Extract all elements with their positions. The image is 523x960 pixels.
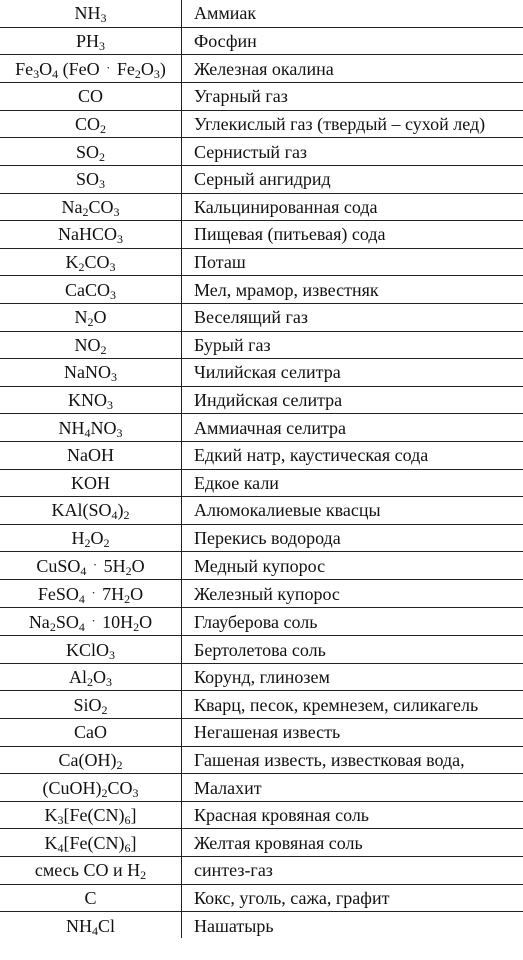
substance-name-cell: Нашатырь <box>182 912 523 940</box>
formula-cell <box>0 912 182 940</box>
substance-name-cell: Веселящий газ <box>182 303 523 331</box>
table-row <box>0 27 523 55</box>
formula-cell <box>0 524 182 552</box>
formula-text: O <box>90 527 104 548</box>
formula-subscript: 2 <box>49 620 56 635</box>
formula-subscript: 2 <box>103 535 110 550</box>
formula-text: KClO <box>65 639 109 660</box>
formula-text: CO <box>107 777 133 798</box>
substance-name-cell: Глауберова соль <box>182 608 523 636</box>
formula-text: [Fe(CN) <box>63 805 125 826</box>
table-row <box>0 857 523 885</box>
formula-cell <box>0 221 182 249</box>
substance-name-cell: Мел, мрамор, известняк <box>182 276 523 304</box>
formula-text: ) <box>159 59 166 80</box>
formula-text: O <box>139 612 153 633</box>
formula-text: O <box>39 59 53 80</box>
formula-cell <box>0 110 182 138</box>
substance-name-cell: Железная окалина <box>182 55 523 83</box>
substance-name-cell: Перекись водорода <box>182 524 523 552</box>
substance-name-cell: Красная кровяная соль <box>182 801 523 829</box>
formula-text: O <box>131 556 145 577</box>
formula-cell <box>0 386 182 414</box>
formula-cell <box>0 552 182 580</box>
substance-name-cell: Негашеная известь <box>182 719 523 747</box>
substance-name-cell: Серный ангидрид <box>182 165 523 193</box>
substance-name-cell: синтез-газ <box>182 857 523 885</box>
table-row <box>0 110 523 138</box>
formula-subscript: 2 <box>87 675 93 690</box>
formula-cell <box>0 884 182 912</box>
formula-text: CO <box>74 114 100 135</box>
table-row <box>0 691 523 719</box>
substance-name-cell: Бурый газ <box>182 331 523 359</box>
formula-cell <box>0 165 182 193</box>
formula-subscript: 2 <box>78 260 85 275</box>
formula-cell <box>0 414 182 442</box>
substance-name-cell: Поташ <box>182 248 523 276</box>
formula-cell <box>0 27 182 55</box>
formula-cell <box>0 331 182 359</box>
formula-subscript: 3 <box>110 287 116 302</box>
table-row <box>0 138 523 166</box>
formula-text: NaNO <box>64 362 111 383</box>
table-row <box>0 248 523 276</box>
formula-text: (FeO <box>58 59 105 80</box>
table-row <box>0 636 523 664</box>
substance-name-cell: Индийская селитра <box>182 386 523 414</box>
table-row <box>0 83 523 111</box>
formula-cell <box>0 359 182 387</box>
table-row <box>0 608 523 636</box>
formula-subscript: 3 <box>99 177 105 192</box>
formula-subscript: 3 <box>153 67 160 82</box>
formula-subscript: 3 <box>109 647 115 662</box>
page-bottom-margin <box>0 938 523 960</box>
formula-text: KNO <box>68 390 107 411</box>
formula-cell <box>0 719 182 747</box>
formula-subscript: 3 <box>116 425 123 440</box>
formula-text: K <box>44 832 58 853</box>
table-row <box>0 441 523 469</box>
formula-text: O <box>93 667 106 688</box>
formula-subscript: 2 <box>134 67 141 82</box>
formula-text: CaCO <box>65 279 110 300</box>
formula-cell <box>0 580 182 608</box>
formula-subscript: 2 <box>133 620 140 635</box>
formula-text: N <box>74 307 88 328</box>
formula-subscript: 3 <box>100 11 107 26</box>
table-row <box>0 829 523 857</box>
formula-text: 5H <box>99 556 126 577</box>
substance-name-cell: Гашеная известь, известковая вода, <box>182 746 523 774</box>
table-row <box>0 414 523 442</box>
table-row <box>0 276 523 304</box>
table-row <box>0 55 523 83</box>
formula-text: ] <box>130 805 137 826</box>
formula-cell <box>0 441 182 469</box>
formula-cell <box>0 608 182 636</box>
formula-cell <box>0 138 182 166</box>
formula-subscript: 2 <box>82 204 89 219</box>
formula-cell <box>0 248 182 276</box>
formula-cell <box>0 469 182 497</box>
formula-subscript: 2 <box>100 122 106 137</box>
formula-text: NaHCO <box>58 224 117 245</box>
table-row <box>0 774 523 802</box>
formula-text: NO <box>90 417 117 438</box>
substance-name-cell: Железный купорос <box>182 580 523 608</box>
formula-text: H <box>71 527 85 548</box>
formula-text: KAl(SO <box>51 500 112 521</box>
formula-subscript: 3 <box>113 204 120 219</box>
formula-text: Ca(OH) <box>58 749 117 770</box>
table-row <box>0 386 523 414</box>
formula-text: CO <box>77 86 103 107</box>
formula-subscript: 2 <box>124 592 131 607</box>
table-row <box>0 193 523 221</box>
formula-text: Na <box>61 196 83 217</box>
formula-text: C <box>84 887 97 908</box>
formula-text: O <box>130 584 144 605</box>
formula-subscript: 6 <box>124 840 131 855</box>
formula-text: Na <box>28 612 50 633</box>
formula-subscript: 2 <box>101 702 108 717</box>
table-row <box>0 801 523 829</box>
formula-subscript: 4 <box>78 592 85 607</box>
formula-subscript: 4 <box>111 508 118 523</box>
formula-cell <box>0 801 182 829</box>
formula-subscript: 4 <box>91 923 98 938</box>
table-row <box>0 359 523 387</box>
formula-cell <box>0 691 182 719</box>
substance-name-cell: Пищевая (питьевая) сода <box>182 221 523 249</box>
formula-subscript: 2 <box>125 564 132 579</box>
formula-subscript: 2 <box>99 149 105 164</box>
formula-subscript: 3 <box>109 260 116 275</box>
formula-subscript: 4 <box>52 67 59 82</box>
formula-text: KOH <box>71 472 110 493</box>
formula-subscript: 3 <box>57 813 64 828</box>
formula-text: NaOH <box>67 445 114 466</box>
substance-name-cell: Едкое кали <box>182 469 523 497</box>
formula-text: NH <box>74 3 101 24</box>
formula-subscript: 3 <box>33 67 40 82</box>
substance-name-cell: Корунд, глинозем <box>182 663 523 691</box>
table-row <box>0 165 523 193</box>
formula-subscript: 4 <box>84 425 91 440</box>
substance-name-cell: Углекислый газ (твердый – сухой лед) <box>182 110 523 138</box>
formula-text: NO <box>74 334 101 355</box>
formula-text: Fe <box>112 59 135 80</box>
formula-text: K <box>44 805 58 826</box>
formula-text: CO <box>84 252 110 273</box>
formula-dot: · <box>106 60 111 76</box>
formula-subscript: 2 <box>87 315 94 330</box>
table-row <box>0 524 523 552</box>
formula-text: ) <box>117 500 124 521</box>
formula-cell <box>0 636 182 664</box>
formula-text: Al <box>69 667 87 688</box>
substance-name-cell: Чилийская селитра <box>182 359 523 387</box>
formula-cell <box>0 663 182 691</box>
formula-text: NH <box>58 417 85 438</box>
table-row <box>0 331 523 359</box>
table-row <box>0 912 523 940</box>
formula-text: (CuOH) <box>42 777 102 798</box>
formula-subscript: 3 <box>132 785 139 800</box>
formula-cell <box>0 0 182 27</box>
formula-cell <box>0 746 182 774</box>
table-row <box>0 497 523 525</box>
formula-cell <box>0 55 182 83</box>
substance-name-cell: Аммиак <box>182 0 523 27</box>
substance-name-cell: Медный купорос <box>182 552 523 580</box>
formula-dot: · <box>91 613 96 629</box>
table-row <box>0 221 523 249</box>
substance-name-cell: Кальцинированная сода <box>182 193 523 221</box>
formula-text: PH <box>75 30 99 51</box>
formula-text: 7H <box>97 584 125 605</box>
formula-cell <box>0 497 182 525</box>
formula-dot: · <box>92 557 98 573</box>
formula-text: SiO <box>73 694 102 715</box>
substance-name-cell: Аммиачная селитра <box>182 414 523 442</box>
formula-cell <box>0 303 182 331</box>
formula-text: CO <box>88 196 114 217</box>
formula-cell <box>0 829 182 857</box>
formula-text: CaO <box>74 722 107 743</box>
formula-text: CuSO <box>36 556 81 577</box>
formula-subscript: 6 <box>124 813 131 828</box>
formula-subscript: 2 <box>100 342 107 357</box>
table-row <box>0 552 523 580</box>
table-row <box>0 469 523 497</box>
formula-text: SO <box>75 169 99 190</box>
formula-text: SO <box>55 612 79 633</box>
table-row <box>0 663 523 691</box>
table-row <box>0 0 523 27</box>
formula-subscript: 4 <box>80 564 87 579</box>
substance-name-cell: Бертолетова соль <box>182 636 523 664</box>
formula-subscript: 3 <box>111 370 117 385</box>
formula-subscript: 4 <box>78 620 85 635</box>
formula-cell <box>0 857 182 885</box>
formula-cell <box>0 774 182 802</box>
formula-text: O <box>93 307 107 328</box>
substance-name-cell: Сернистый газ <box>182 138 523 166</box>
formula-text: K <box>65 252 79 273</box>
table-row <box>0 746 523 774</box>
formula-text: NH <box>65 915 92 936</box>
substance-name-cell: Едкий натр, каустическая сода <box>182 441 523 469</box>
substance-name-cell: Кокс, уголь, сажа, графит <box>182 884 523 912</box>
formula-subscript: 2 <box>84 535 91 550</box>
formula-text: Fe <box>15 59 34 80</box>
table-row <box>0 719 523 747</box>
formula-cell <box>0 276 182 304</box>
formula-text: [Fe(CN) <box>63 832 125 853</box>
substance-name-cell: Кварц, песок, кремнезем, силикагель <box>182 691 523 719</box>
formula-text: SO <box>75 141 99 162</box>
formula-text: O <box>140 59 154 80</box>
table-row <box>0 580 523 608</box>
formula-subscript: 3 <box>117 232 123 247</box>
substance-name-cell: Желтая кровяная соль <box>182 829 523 857</box>
substance-name-cell: Алюмокалиевые квасцы <box>182 497 523 525</box>
formula-subscript: 2 <box>116 757 123 772</box>
formula-cell <box>0 83 182 111</box>
formula-text: Cl <box>97 915 115 936</box>
formula-subscript: 2 <box>123 508 130 523</box>
substance-name-cell: Фосфин <box>182 27 523 55</box>
substance-name-cell: Угарный газ <box>182 83 523 111</box>
formula-text: смесь CO и H <box>34 860 141 881</box>
formula-text: 10H <box>97 612 134 633</box>
formula-dot: · <box>91 585 96 601</box>
formula-text: ] <box>130 832 137 853</box>
formula-subscript: 3 <box>106 675 112 690</box>
formula-cell <box>0 193 182 221</box>
formula-subscript: 2 <box>140 868 147 883</box>
formula-text: FeSO <box>37 584 79 605</box>
formula-subscript: 2 <box>101 785 108 800</box>
table-row <box>0 884 523 912</box>
formula-subscript: 3 <box>99 38 105 53</box>
substance-name-cell: Малахит <box>182 774 523 802</box>
table-row <box>0 303 523 331</box>
formula-subscript: 4 <box>57 840 64 855</box>
formula-subscript: 3 <box>107 398 113 413</box>
